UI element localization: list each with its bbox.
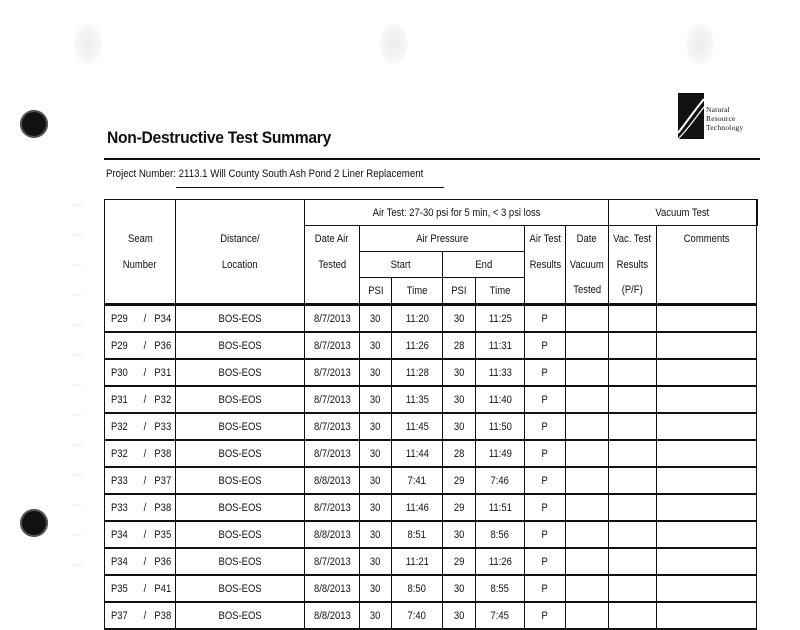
start-time-cell: 11:21 [392,548,443,575]
start-time-cell: 11:44 [392,440,443,467]
vac-result-cell [609,494,657,521]
comments-cell [657,332,757,359]
start-time-cell: 8:50 [392,575,443,602]
date-cell: 8/8/2013 [305,602,360,629]
seam-b: P38 [154,609,172,622]
seam-b: P31 [154,366,172,379]
seam-a: P33 [110,501,128,514]
date-cell: 8/7/2013 [305,413,360,440]
date-air-header-end [305,278,360,305]
seam-cell [105,467,176,494]
end-time-cell: 11:31 [476,332,525,359]
seam-b: P36 [154,555,172,568]
logo-text [706,105,743,132]
comments-cell [657,305,757,333]
start-psi-cell: 30 [360,548,392,575]
vac-date-cell [566,575,609,602]
end-psi-cell: 29 [443,494,476,521]
vac-result-cell [609,521,657,548]
seam-header-blank [105,200,176,226]
location-cell: BOS-EOS [176,467,305,494]
distance-header-end [176,278,305,305]
vac-result-cell [609,575,657,602]
result-cell: P [525,467,566,494]
air-test-results-header-sub: Results [525,252,566,278]
vac-results-header: Vac. Test [609,226,657,252]
date-cell: 8/7/2013 [305,494,360,521]
seam-cell [105,548,176,575]
result-cell: P [525,602,566,629]
project-value: 2113.1 Will County South Ash Pond 2 Liner Replacement [178,168,424,180]
date-cell: 8/8/2013 [305,521,360,548]
comments-cell [657,413,757,440]
seam-b: P41 [154,582,172,595]
seam-cell [105,575,176,602]
seam-cell [105,332,176,359]
table-row [105,494,758,521]
date-cell: 8/8/2013 [305,575,360,602]
start-time-cell: 11:28 [392,359,443,386]
table-row [105,332,758,359]
logo-line-3: Technology [706,123,744,132]
start-psi-cell: 30 [360,494,392,521]
start-time-cell: 11:26 [392,332,443,359]
comments-cell [657,575,757,602]
end-psi-cell: 30 [443,386,476,413]
table-row [105,386,758,413]
seam-cell [105,359,176,386]
start-time-cell: 7:40 [392,602,443,629]
vac-result-cell [609,305,657,333]
seam-header-end [105,278,176,305]
seam-a: P35 [110,582,128,595]
vac-date-cell [566,332,609,359]
start-psi-cell: 30 [360,602,392,629]
location-cell: BOS-EOS [176,440,305,467]
result-cell: P [525,548,566,575]
logo-line-1: Natural [706,105,730,114]
table-row [105,467,758,494]
result-cell: P [525,440,566,467]
scan-edge-noise [72,190,82,590]
air-test-results-header: Air Test [525,226,566,252]
date-air-header: Date Air [305,226,360,252]
test-summary-table [104,199,758,630]
start-psi-cell: 30 [360,386,392,413]
vac-result-cell [609,602,657,629]
result-cell: P [525,575,566,602]
vac-date-cell [566,548,609,575]
end-psi-cell: 30 [443,413,476,440]
seam-a: P29 [110,312,128,325]
location-cell: BOS-EOS [176,413,305,440]
vac-date-cell [566,602,609,629]
end-psi-cell: 29 [443,548,476,575]
location-cell: BOS-EOS [176,359,305,386]
distance-header-blank [176,200,305,226]
seam-header-sub: Number [105,252,176,278]
vac-result-cell [609,359,657,386]
scan-shadow-center [380,24,408,64]
location-cell: BOS-EOS [176,575,305,602]
project-line [106,168,423,180]
end-psi-cell: 28 [443,332,476,359]
start-psi-cell: 30 [360,467,392,494]
seam-cell [105,413,176,440]
start-psi-cell: 30 [360,575,392,602]
seam-separator: / [143,393,147,406]
end-psi-cell: 30 [443,305,476,333]
start-time-cell: 11:45 [392,413,443,440]
start-psi-cell: 30 [360,332,392,359]
date-cell: 8/7/2013 [305,548,360,575]
start-psi-cell: 30 [360,413,392,440]
location-cell: BOS-EOS [176,494,305,521]
seam-b: P38 [154,447,172,460]
table-row [105,575,758,602]
end-psi-cell: 30 [443,602,476,629]
distance-header: Distance/ [176,226,305,252]
seam-a: P29 [110,339,128,352]
scan-shadow-left [74,24,102,64]
seam-cell [105,602,176,629]
location-cell: BOS-EOS [176,386,305,413]
seam-separator: / [143,447,147,460]
start-time-cell: 8:51 [392,521,443,548]
vac-result-cell [609,548,657,575]
end-time-cell: 11:51 [476,494,525,521]
vac-result-cell [609,413,657,440]
start-psi-cell: 30 [360,521,392,548]
end-time-cell: 11:50 [476,413,525,440]
date-cell: 8/7/2013 [305,386,360,413]
end-time-cell: 11:49 [476,440,525,467]
seam-separator: / [143,312,147,325]
seam-a: P34 [110,528,128,541]
vac-date-cell [566,305,609,333]
seam-a: P37 [110,609,128,622]
end-time-cell: 8:55 [476,575,525,602]
date-vacuum-header-sub: Vacuum [566,252,609,278]
vac-result-cell [609,467,657,494]
seam-separator: / [143,339,147,352]
comments-cell [657,548,757,575]
table-row [105,548,758,575]
seam-b: P33 [154,420,172,433]
comments-cell [657,440,757,467]
seam-separator: / [143,528,147,541]
start-psi-cell: 30 [360,305,392,333]
start-time-header: Time [392,278,443,305]
seam-a: P32 [110,447,128,460]
date-vacuum-header-sub2: Tested [566,278,609,305]
start-time-cell: 11:46 [392,494,443,521]
vac-date-cell [566,521,609,548]
date-vacuum-header: Date [566,226,609,252]
vac-date-cell [566,386,609,413]
table-row [105,602,758,629]
test-rows [105,305,758,630]
start-header: Start [360,252,443,278]
location-cell: BOS-EOS [176,332,305,359]
end-time-cell: 11:26 [476,548,525,575]
document-title: Non-Destructive Test Summary [107,128,332,147]
vac-result-cell [609,440,657,467]
end-header: End [443,252,525,278]
seam-b: P37 [154,474,172,487]
air-pressure-header: Air Pressure [360,226,525,252]
vac-date-cell [566,413,609,440]
table-row [105,359,758,386]
scan-shadow-right [686,24,714,64]
vac-result-cell [609,386,657,413]
date-cell: 8/7/2013 [305,332,360,359]
seam-b: P32 [154,393,172,406]
seam-cell [105,521,176,548]
result-cell: P [525,305,566,333]
date-cell: 8/7/2013 [305,359,360,386]
comments-cell [657,521,757,548]
seam-b: P38 [154,501,172,514]
result-cell: P [525,521,566,548]
comments-header-end [657,278,757,305]
vac-date-cell [566,359,609,386]
date-cell: 8/8/2013 [305,467,360,494]
end-time-cell: 8:56 [476,521,525,548]
company-logo [678,93,768,139]
end-psi-cell: 29 [443,467,476,494]
table-row [105,440,758,467]
location-cell: BOS-EOS [176,548,305,575]
seam-b: P36 [154,339,172,352]
seam-cell [105,494,176,521]
table-row [105,305,758,333]
comments-header-sub [657,252,757,278]
end-time-cell: 7:46 [476,467,525,494]
seam-a: P33 [110,474,128,487]
end-psi-header: PSI [443,278,476,305]
seam-cell [105,440,176,467]
seam-a: P30 [110,366,128,379]
seam-separator: / [143,609,147,622]
seam-separator: / [143,366,147,379]
seam-separator: / [143,420,147,433]
air-test-group-header: Air Test: 27-30 psi for 5 min, < 3 psi loss [305,200,609,226]
vacuum-test-group-header: Vacuum Test [609,200,757,226]
comments-cell [657,359,757,386]
result-cell: P [525,359,566,386]
location-cell: BOS-EOS [176,602,305,629]
comments-header: Comments [657,226,757,252]
start-time-cell: 11:20 [392,305,443,333]
end-psi-cell: 30 [443,575,476,602]
end-time-cell: 11:33 [476,359,525,386]
punch-hole-bottom [20,509,48,537]
start-psi-cell: 30 [360,440,392,467]
start-psi-cell: 30 [360,359,392,386]
punch-hole-top [20,110,48,138]
end-psi-cell: 30 [443,359,476,386]
end-time-header: Time [476,278,525,305]
vac-date-cell [566,494,609,521]
title-rule [104,158,760,160]
distance-header-sub: Location [176,252,305,278]
vac-date-cell [566,467,609,494]
location-cell: BOS-EOS [176,305,305,333]
project-underline [176,187,444,188]
seam-b: P35 [154,528,172,541]
comments-cell [657,602,757,629]
result-cell: P [525,494,566,521]
vac-result-cell [609,332,657,359]
date-air-header-sub: Tested [305,252,360,278]
document-page [100,90,762,622]
result-cell: P [525,332,566,359]
seam-separator: / [143,555,147,568]
start-time-cell: 11:35 [392,386,443,413]
comments-cell [657,467,757,494]
seam-separator: / [143,582,147,595]
result-cell: P [525,413,566,440]
table-row [105,413,758,440]
seam-separator: / [143,474,147,487]
end-psi-cell: 30 [443,521,476,548]
start-time-cell: 7:41 [392,467,443,494]
vac-date-cell [566,440,609,467]
result-cell: P [525,386,566,413]
end-time-cell: 11:25 [476,305,525,333]
project-label: Project Number: [106,168,176,180]
end-time-cell: 11:40 [476,386,525,413]
vac-results-header-sub2: (P/F) [609,278,657,305]
seam-cell [105,305,176,333]
start-psi-header: PSI [360,278,392,305]
logo-line-2: Resource [706,114,736,123]
date-cell: 8/7/2013 [305,440,360,467]
seam-separator: / [143,501,147,514]
end-time-cell: 7:45 [476,602,525,629]
date-cell: 8/7/2013 [305,305,360,333]
seam-cell [105,386,176,413]
comments-cell [657,386,757,413]
location-cell: BOS-EOS [176,521,305,548]
table-row [105,521,758,548]
comments-cell [657,494,757,521]
comments-header-blank [757,200,758,226]
air-test-results-header-end [525,278,566,305]
seam-b: P34 [154,312,172,325]
seam-a: P34 [110,555,128,568]
seam-header: Seam [105,226,176,252]
seam-a: P32 [110,420,128,433]
seam-a: P31 [110,393,128,406]
vac-results-header-sub: Results [609,252,657,278]
end-psi-cell: 28 [443,440,476,467]
logo-mark-icon [678,93,704,139]
